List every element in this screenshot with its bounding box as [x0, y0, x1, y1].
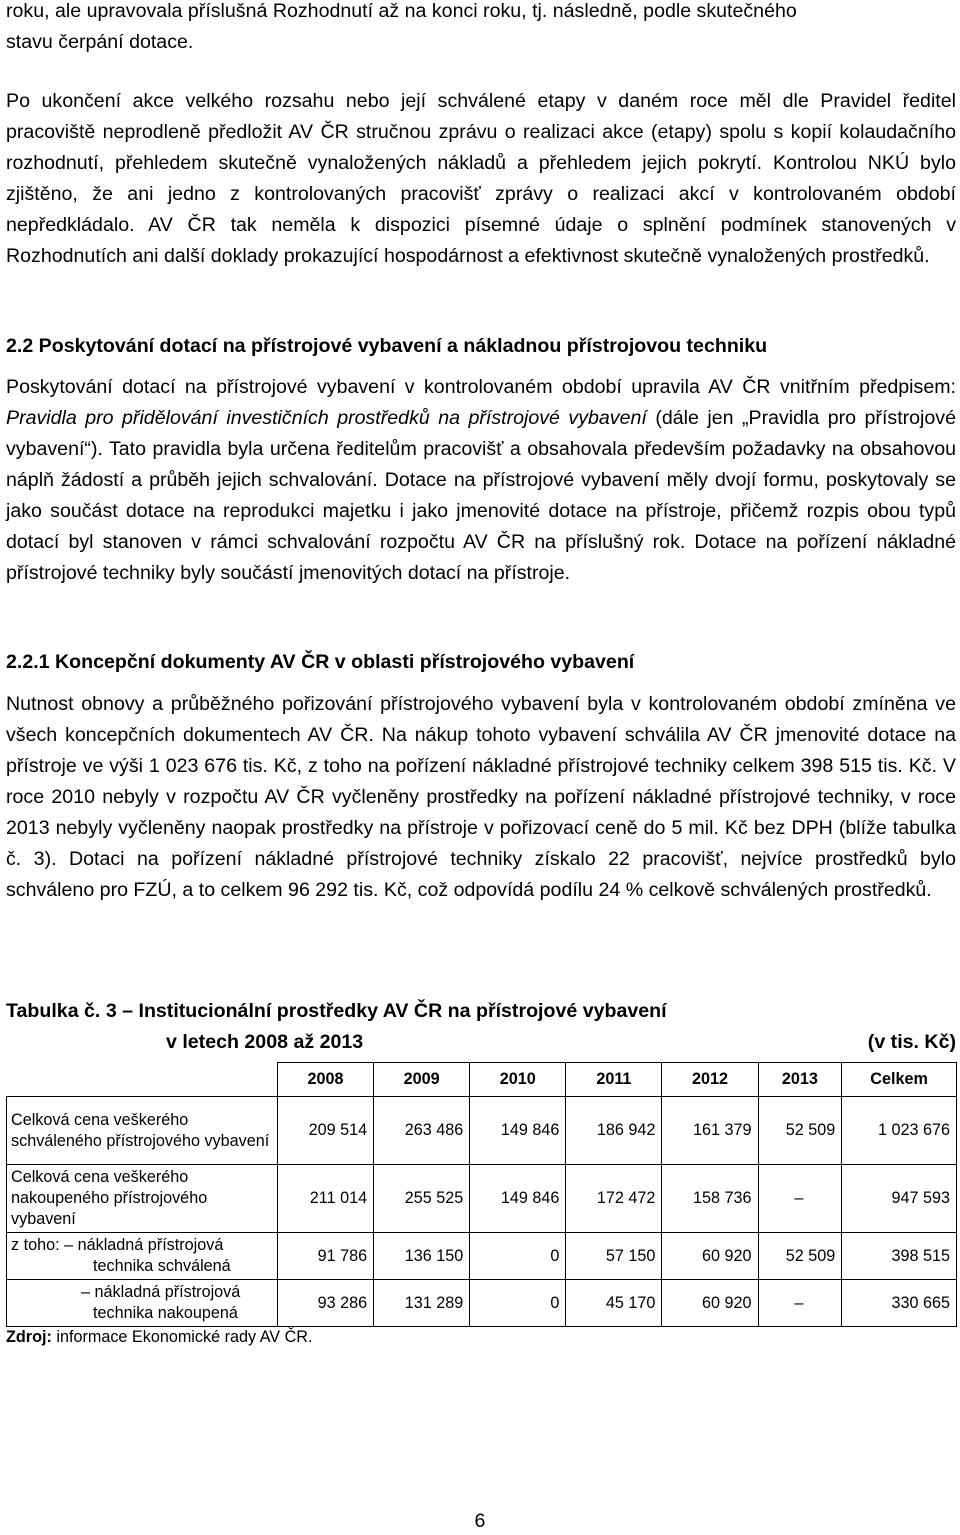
table-cell: 93 286	[278, 1280, 374, 1327]
table-header-cell: 2011	[566, 1063, 662, 1097]
table-header-empty	[7, 1063, 278, 1097]
table-cell: 57 150	[566, 1233, 662, 1280]
table-cell: 52 509	[758, 1097, 842, 1165]
paragraph-section-2-2-1: Nutnost obnovy a průběžného pořizování přístrojového vybavení byla v kontrolovaném období zmíněna ve všech koncepčních dokumentech AV ČR. Na nákup tohoto vybavení schválila AV ČR jmenovité dotace na přístroje ve výši 1 023 676 tis. Kč, z toho na pořízení nákladné přístrojové techniky celkem 398 515 tis. Kč. V roce 2010 nebyly v rozpočtu AV ČR vyčleněny prostředky na pořízení nákladné přístrojové techniky, v roce 2013 nebyly vyčleněny naopak prostředky na přístroje v pořizovací ceně do 5 mil. Kč bez DPH (blíže tabulka č. 3). Dotaci na pořízení nákladné přístrojové techniky získalo 22 pracovišť, nejvíce prostředků bylo schváleno pro FZÚ, a to celkem 96 292 tis. Kč, což odpovídá podílu 24 % celkově schválených prostředků.	[6, 693, 956, 901]
table-header-cell: 2010	[470, 1063, 566, 1097]
table-cell: 255 525	[374, 1165, 470, 1233]
paragraph-2-2-part-a: Poskytování dotací na přístrojové vybavení v kontrolovaném období upravila AV ČR vnitřním předpisem:	[6, 376, 956, 398]
table-cell: 186 942	[566, 1097, 662, 1165]
table-source-label: Zdroj:	[6, 1328, 52, 1346]
table-row-label	[7, 1280, 278, 1327]
table-cell: 0	[470, 1233, 566, 1280]
table-cell: 209 514	[278, 1097, 374, 1165]
table-cell: –	[758, 1165, 842, 1233]
table-cell: 158 736	[662, 1165, 758, 1233]
table-row	[7, 1233, 957, 1280]
table-header-cell: 2009	[374, 1063, 470, 1097]
table-row-label	[7, 1233, 278, 1280]
paragraph-2-2-part-b: (dále jen „Pravidla pro přístrojové vybavení“). Tato pravidla byla určena ředitelům pracovišť a obsahovala především požadavky na obsahovou náplň žádostí a průběh jejich schvalování. Dotace na přístrojové vybavení měly dvojí formu, poskytovaly se jako součást dotace na reprodukci majetku i jako jmenovité dotace na přístroje, přičemž rozpis obou typů dotací byl stanoven v rámci schvalování rozpočtu AV ČR na příslušný rok. Dotace na pořízení nákladné přístrojové techniky byly součástí jmenovitých dotací na přístroje.	[6, 407, 957, 584]
table-row-label-line1: z toho: – nákladná přístrojová	[11, 1236, 224, 1254]
table-cell: 60 920	[662, 1233, 758, 1280]
table-row-label-line1: – nákladná přístrojová	[81, 1283, 241, 1301]
table-row	[7, 1165, 957, 1233]
table-cell: 947 593	[842, 1165, 957, 1233]
paragraph-continuation-line1: roku, ale upravovala příslušná Rozhodnutí až na konci roku, tj. následně, podle skutečného	[6, 0, 797, 22]
table-cell: 0	[470, 1280, 566, 1327]
data-table	[6, 1062, 957, 1327]
paragraph-2-2-italic-title: Pravidla pro přidělování investičních prostředků na přístrojové vybavení	[6, 407, 647, 429]
table-caption: Tabulka č. 3 – Institucionální prostředky AV ČR na přístrojové vybavení	[6, 1000, 667, 1022]
table-cell: 149 846	[470, 1097, 566, 1165]
table-cell: 91 786	[278, 1233, 374, 1280]
table-cell: 161 379	[662, 1097, 758, 1165]
table-cell: 60 920	[662, 1280, 758, 1327]
table-unit: (v tis. Kč)	[867, 1031, 956, 1053]
table-cell: 136 150	[374, 1233, 470, 1280]
table-cell: 330 665	[842, 1280, 957, 1327]
table-header-cell: 2013	[758, 1063, 842, 1097]
table-cell: 263 486	[374, 1097, 470, 1165]
paragraph-report: Po ukončení akce velkého rozsahu nebo její schválené etapy v daném roce měl dle Pravidel ředitel pracoviště neprodleně předložit AV ČR stručnou zprávu o realizaci akce (etapy) spolu s kopií kolaudačního rozhodnutí, přehledem skutečně vynaložených nákladů a přehledem jejich pokrytí. Kontrolou NKÚ bylo zjištěno, že ani jedno z kontrolovaných pracovišť zprávy o realizaci akcí v kontrolovaném období nepředkládalo. AV ČR tak neměla k dispozici písemné údaje o splnění podmínek stanovených v Rozhodnutích ani další doklady prokazující hospodárnost a efektivnost skutečně vynaložených prostředků.	[6, 90, 956, 267]
table-header-cell: 2012	[662, 1063, 758, 1097]
table-row-label: Celková cena veškerého nakoupeného přístrojového vybavení	[7, 1165, 278, 1233]
paragraph-section-2-2	[6, 372, 956, 589]
table-row-label-line2: technika schválená	[93, 1257, 231, 1275]
section-heading-2-2: 2.2 Poskytování dotací na přístrojové vybavení a nákladnou přístrojovou techniku	[6, 335, 768, 357]
page-number: 6	[474, 1510, 486, 1532]
table-cell: 149 846	[470, 1165, 566, 1233]
paragraph-continuation-line2: stavu čerpání dotace.	[6, 31, 194, 53]
table-cell: 172 472	[566, 1165, 662, 1233]
table-cell: –	[758, 1280, 842, 1327]
section-heading-2-2-1: 2.2.1 Koncepční dokumenty AV ČR v oblasti přístrojového vybavení	[6, 651, 635, 673]
table-header-cell: Celkem	[842, 1063, 957, 1097]
table-cell: 45 170	[566, 1280, 662, 1327]
paragraph-continuation	[6, 0, 956, 58]
table-header-row	[7, 1063, 957, 1097]
table-cell: 211 014	[278, 1165, 374, 1233]
table-cell: 398 515	[842, 1233, 957, 1280]
table-row	[7, 1097, 957, 1165]
table-cell: 131 289	[374, 1280, 470, 1327]
table-row-label: Celková cena veškerého schváleného přístrojového vybavení	[7, 1097, 278, 1165]
table-source	[6, 1326, 312, 1348]
table-cell: 52 509	[758, 1233, 842, 1280]
table-source-text: informace Ekonomické rady AV ČR.	[51, 1328, 313, 1346]
table-cell: 1 023 676	[842, 1097, 957, 1165]
table-caption-years: v letech 2008 až 2013	[166, 1031, 364, 1053]
table-row	[7, 1280, 957, 1327]
table-row-label-line2: technika nakoupená	[93, 1304, 238, 1322]
table-header-cell: 2008	[278, 1063, 374, 1097]
